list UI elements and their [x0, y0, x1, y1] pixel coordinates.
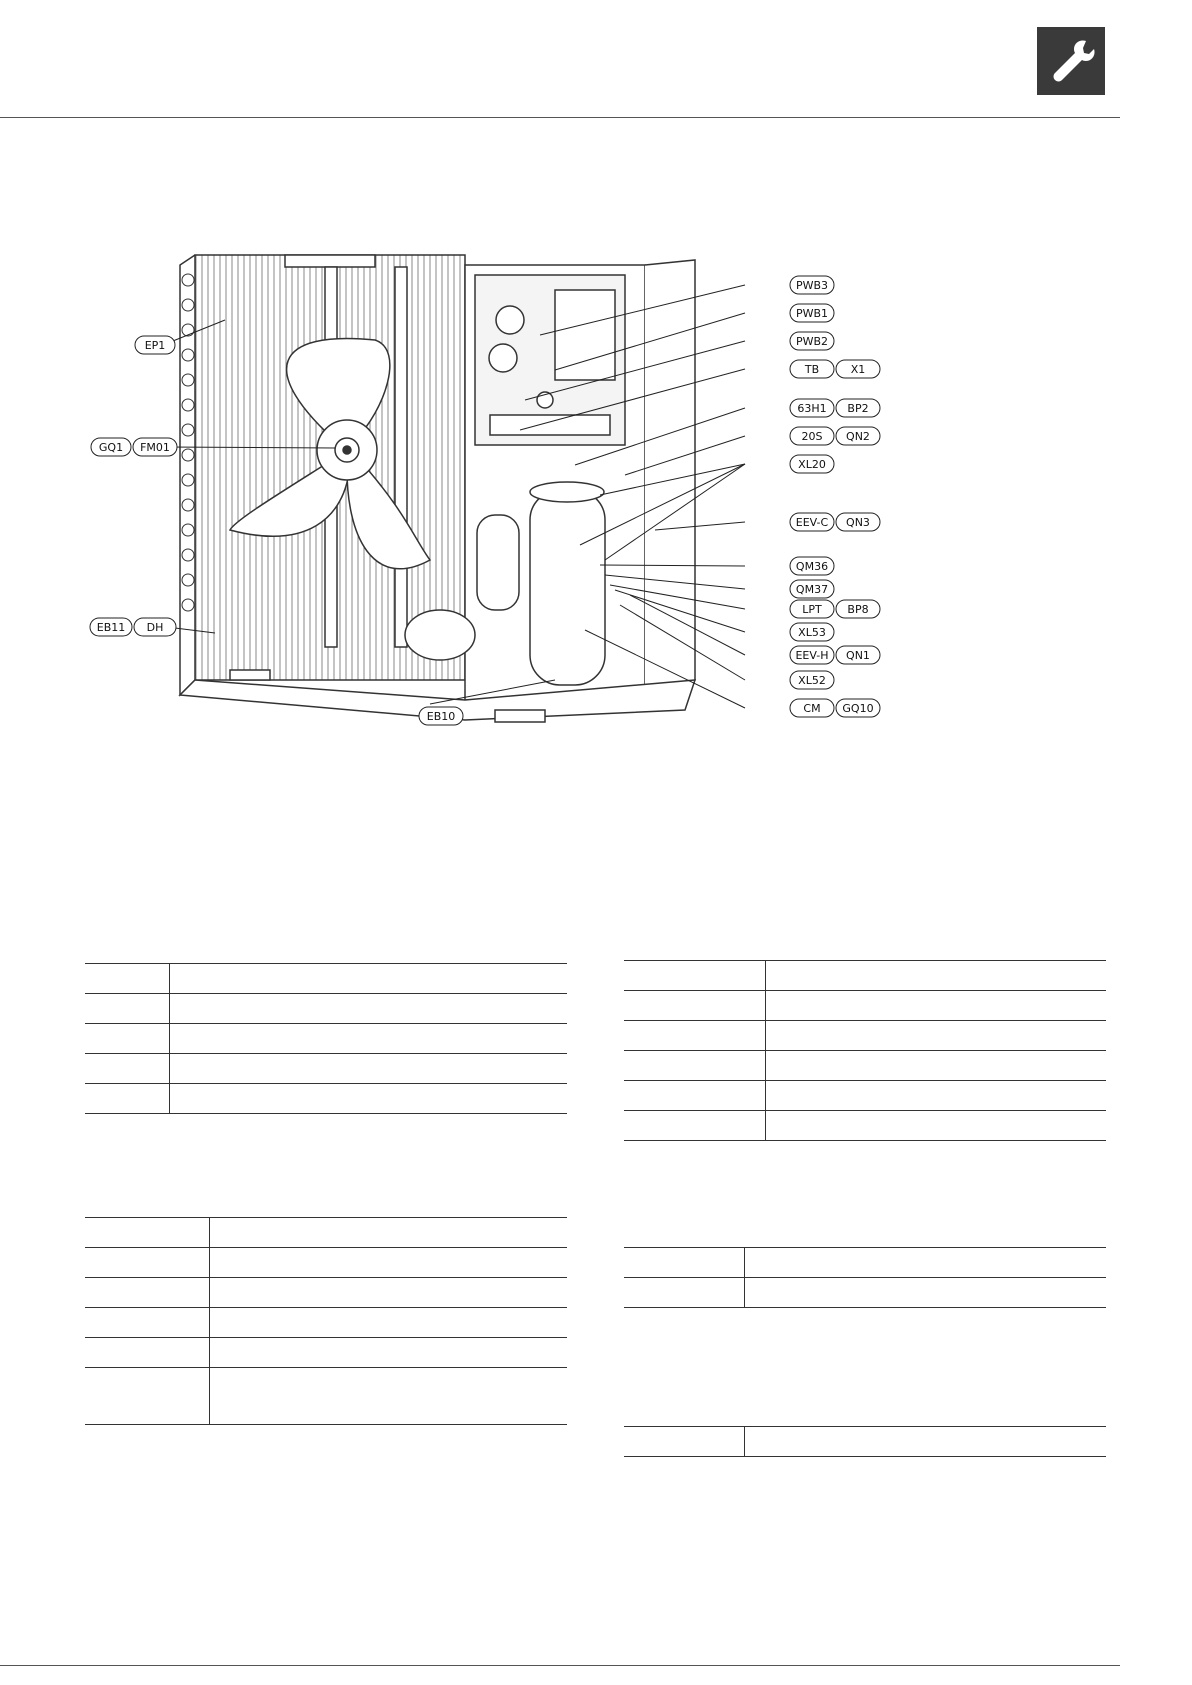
svg-text:QM36: QM36 — [795, 560, 829, 573]
table-row — [85, 964, 567, 994]
table-row — [85, 1054, 567, 1084]
svg-text:XL53: XL53 — [798, 626, 826, 639]
callout-qn2 — [836, 427, 880, 445]
table-row — [624, 961, 1106, 991]
table-row — [624, 1248, 1106, 1278]
svg-text:FM01: FM01 — [140, 441, 170, 454]
svg-text:XL20: XL20 — [798, 458, 826, 471]
svg-text:GQ1: GQ1 — [98, 441, 124, 454]
callout-bp2 — [836, 399, 880, 417]
table-row — [85, 1084, 567, 1114]
table-row — [85, 1368, 567, 1425]
svg-text:PWB2: PWB2 — [795, 335, 829, 348]
callout-pwb2 — [790, 332, 834, 350]
callout-bp8 — [836, 600, 880, 618]
callout-eb11 — [90, 618, 132, 636]
footer-divider — [0, 1665, 1120, 1666]
callout-20s — [790, 427, 834, 445]
callout-eev-h — [790, 646, 834, 664]
header-divider — [0, 117, 1120, 118]
parts-table-1 — [85, 963, 567, 1114]
parts-table-2 — [624, 960, 1106, 1141]
svg-text:DH: DH — [146, 621, 164, 634]
parts-table-5 — [624, 1426, 1106, 1457]
svg-text:63H1: 63H1 — [797, 402, 827, 415]
table-row — [85, 1248, 567, 1278]
callout-dh — [134, 618, 176, 636]
callout-lpt — [790, 600, 834, 618]
parts-table-4 — [624, 1247, 1106, 1308]
svg-text:QN1: QN1 — [846, 649, 870, 662]
table-row — [624, 1021, 1106, 1051]
callout-xl52 — [790, 671, 834, 689]
callout-eb10 — [419, 707, 463, 725]
table-row — [624, 1051, 1106, 1081]
callout-x1 — [836, 360, 880, 378]
callout-qn3 — [836, 513, 880, 531]
table-row — [624, 1427, 1106, 1457]
callout-pwb1 — [790, 304, 834, 322]
callout-qm37 — [790, 580, 834, 598]
table-row — [624, 1081, 1106, 1111]
wrench-icon — [1037, 27, 1105, 95]
callout-63h1 — [790, 399, 834, 417]
callout-xl20 — [790, 455, 834, 473]
callout-ep1 — [135, 336, 175, 354]
table-row — [85, 994, 567, 1024]
callout-xl53 — [790, 623, 834, 641]
svg-text:PWB1: PWB1 — [795, 307, 829, 320]
svg-text:PWB3: PWB3 — [795, 279, 829, 292]
svg-text:LPT: LPT — [802, 603, 822, 616]
table-row — [85, 1278, 567, 1308]
table-row — [624, 991, 1106, 1021]
table-row — [624, 1111, 1106, 1141]
table-row — [85, 1024, 567, 1054]
svg-text:QN2: QN2 — [846, 430, 870, 443]
svg-text:BP8: BP8 — [847, 603, 869, 616]
svg-text:GQ10: GQ10 — [842, 702, 874, 715]
callout-cm — [790, 699, 834, 717]
svg-text:X1: X1 — [850, 363, 866, 376]
callout-gq10 — [836, 699, 880, 717]
table-row — [85, 1218, 567, 1248]
callout-pwb3 — [790, 276, 834, 294]
svg-text:BP2: BP2 — [847, 402, 869, 415]
callout-gq1 — [91, 438, 131, 456]
callout-tb — [790, 360, 834, 378]
parts-table-3 — [85, 1217, 567, 1425]
callout-fm01 — [133, 438, 177, 456]
svg-text:QM37: QM37 — [795, 583, 829, 596]
svg-text:EEV-H: EEV-H — [795, 649, 829, 662]
table-row — [624, 1278, 1106, 1308]
svg-text:CM: CM — [803, 702, 821, 715]
svg-text:TB: TB — [804, 363, 820, 376]
svg-text:EP1: EP1 — [144, 339, 166, 352]
callout-qm36 — [790, 557, 834, 575]
svg-text:EEV-C: EEV-C — [795, 516, 829, 529]
unit-illustration — [85, 240, 885, 800]
svg-text:XL52: XL52 — [798, 674, 826, 687]
svg-text:20S: 20S — [801, 430, 823, 443]
table-row — [85, 1308, 567, 1338]
svg-text:EB10: EB10 — [426, 710, 456, 723]
wrench-badge — [1037, 27, 1105, 95]
svg-text:EB11: EB11 — [96, 621, 126, 634]
callout-qn1 — [836, 646, 880, 664]
svg-text:QN3: QN3 — [846, 516, 870, 529]
table-row — [85, 1338, 567, 1368]
callout-eev-c — [790, 513, 834, 531]
outdoor-unit-diagram — [85, 240, 885, 800]
